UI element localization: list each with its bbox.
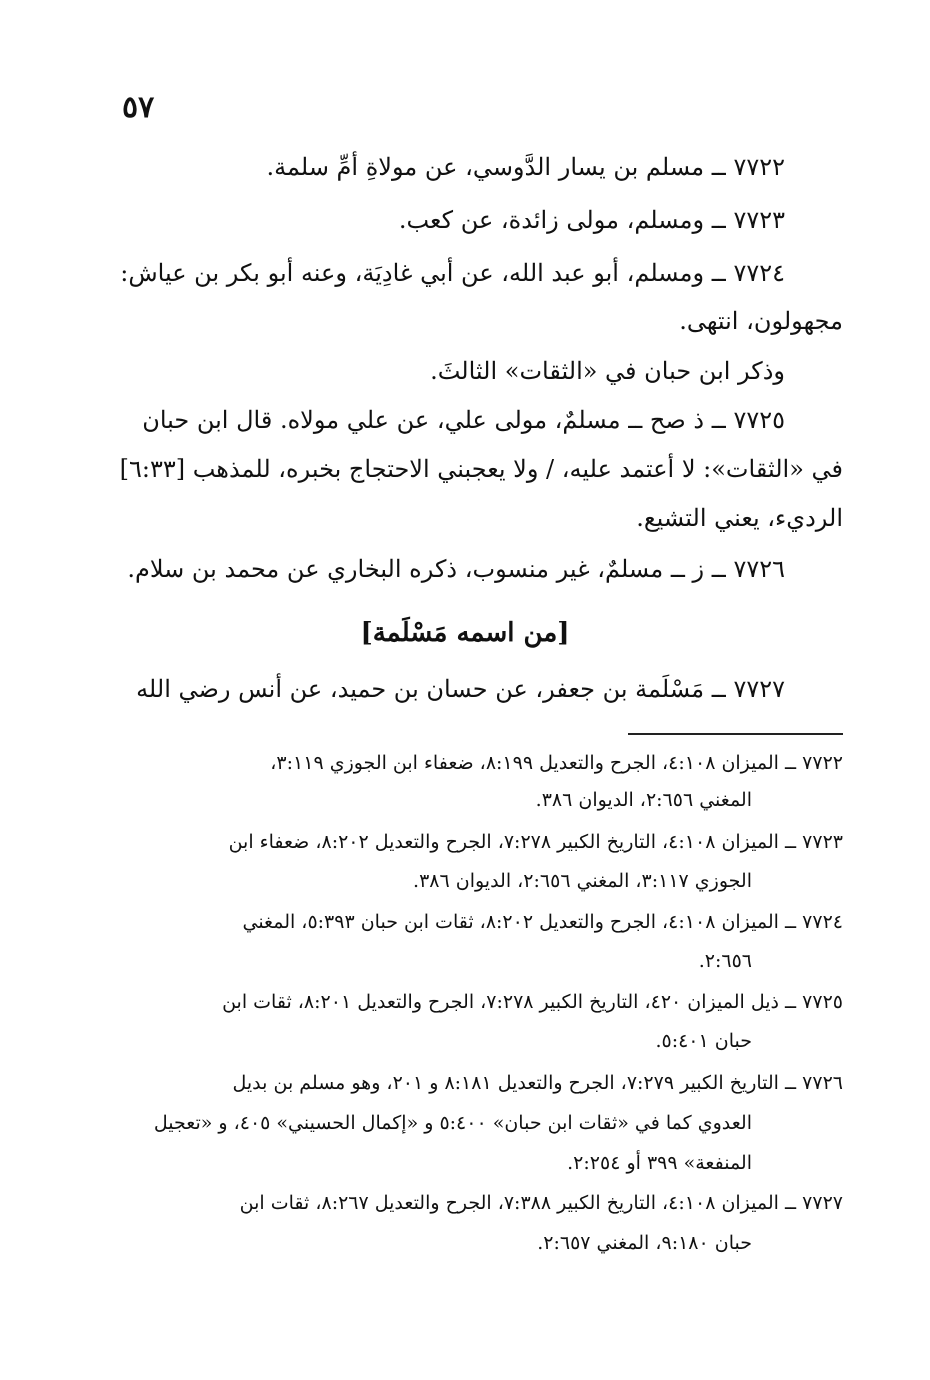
page-number: ٥٧ <box>122 90 155 125</box>
entry-7724: ٧٧٢٤ ــ ومسلم، أبو عبد الله، عن أبي غادِيَة، وعنه أبو بكر بن عياش: <box>120 259 785 287</box>
footnote-7726: ٧٧٢٦ ــ التاريخ الكبير ٧:٢٧٩، الجرح والتعديل ٨:١٨١ و ٢٠١، وهو مسلم بن بديل <box>232 1072 843 1094</box>
footnote-7727-continuation: حبان ٩:١٨٠، المغني ٢:٦٥٧. <box>537 1232 752 1254</box>
entry-7723: ٧٧٢٣ ــ ومسلم، مولى زائدة، عن كعب. <box>398 206 785 234</box>
entry-7725-continuation: في «الثقات»: لا أعتمد عليه، / ولا يعجبني الاحتجاج بخبره، للمذهب [٦:٣٣] <box>119 455 843 483</box>
entry-7727: ٧٧٢٧ ــ مَسْلَمة بن جعفر، عن حسان بن حميد، عن أنس رضي الله <box>136 675 785 703</box>
footnote-7724: ٧٧٢٤ ــ الميزان ٤:١٠٨، الجرح والتعديل ٨:٢٠٢، ثقات ابن حبان ٥:٣٩٣، المغني <box>242 911 843 933</box>
footnote-7727: ٧٧٢٧ ــ الميزان ٤:١٠٨، التاريخ الكبير ٧:٣٨٨، الجرح والتعديل ٨:٢٦٧، ثقات ابن <box>239 1192 843 1214</box>
entry-7725: ٧٧٢٥ ــ ذ صح ــ مسلمٌ، مولى علي، عن علي مولاه. قال ابن حبان <box>142 406 785 434</box>
footnote-7726-end: المنفعة» ٣٩٩ أو ٢:٢٥٤. <box>567 1152 752 1174</box>
footnote-divider <box>628 733 843 735</box>
entry-7724-continuation: مجهولون، انتهى. <box>679 307 843 335</box>
footnote-7723-continuation: الجوزي ٣:١١٧، المغني ٢:٦٥٦، الديوان ٣٨٦. <box>413 870 752 892</box>
footnote-7726-continuation: العدوي كما في «ثقات ابن حبان» ٥:٤٠٠ و «إكمال الحسيني» ٤٠٥، و «تعجيل <box>153 1112 752 1134</box>
footnote-7722-continuation: المغني ٢:٦٥٦، الديوان ٣٨٦. <box>535 789 752 811</box>
entry-7726: ٧٧٢٦ ــ ز ــ مسلمٌ، غير منسوب، ذكره البخاري عن محمد بن سلام. <box>127 555 785 583</box>
footnote-7722: ٧٧٢٢ ــ الميزان ٤:١٠٨، الجرح والتعديل ٨:١٩٩، ضعفاء ابن الجوزي ٣:١١٩، <box>270 752 843 774</box>
footnote-7725: ٧٧٢٥ ــ ذيل الميزان ٤٢٠، التاريخ الكبير ٧:٢٧٨، الجرح والتعديل ٨:٢٠١، ثقات ابن <box>222 991 843 1013</box>
footnote-7723: ٧٧٢٣ ــ الميزان ٤:١٠٨، التاريخ الكبير ٧:٢٧٨، الجرح والتعديل ٨:٢٠٢، ضعفاء ابن <box>228 831 843 853</box>
section-heading: [من اسمه مَسْلَمة] <box>360 618 570 648</box>
entry-7722: ٧٧٢٢ ــ مسلم بن يسار الدَّوسي، عن مولاةِ أمِّ سلمة. <box>266 153 785 181</box>
footnote-7724-continuation: ٢:٦٥٦. <box>698 950 752 972</box>
ibn-hibban-note: وذكر ابن حبان في «الثقات» الثالثَ. <box>430 357 785 385</box>
entry-7725-end: الرديء، يعني التشيع. <box>636 504 843 532</box>
footnote-7725-continuation: حبان ٥:٤٠١. <box>655 1030 752 1052</box>
